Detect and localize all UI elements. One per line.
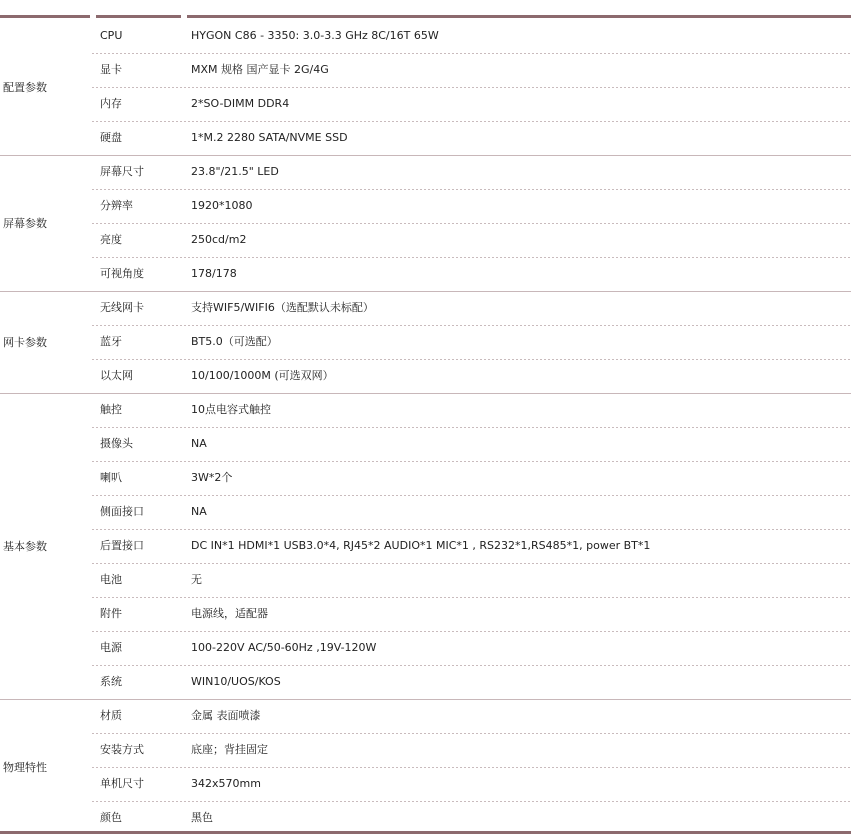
spec-row	[92, 359, 851, 393]
spec-key: 以太网	[100, 369, 133, 382]
spec-value: 金属 表面喷漆	[191, 709, 261, 722]
spec-row	[92, 563, 851, 597]
spec-value: DC IN*1 HDMI*1 USB3.0*4, RJ45*2 AUDIO*1 MIC*1 , RS232*1,RS485*1, power BT*1	[191, 539, 651, 552]
spec-value: 黑色	[191, 811, 213, 824]
spec-value: 23.8"/21.5" LED	[191, 165, 279, 178]
spec-row	[92, 427, 851, 461]
spec-row	[92, 461, 851, 495]
spec-value: 底座；背挂固定	[191, 743, 268, 756]
spec-value: 支持WIF5/WIFI6（选配默认未标配）	[191, 301, 374, 314]
group-label: 基本参数	[3, 540, 47, 553]
spec-row	[92, 393, 851, 427]
spec-key: 屏幕尺寸	[100, 165, 144, 178]
spec-row	[92, 631, 851, 665]
group-label: 屏幕参数	[3, 217, 47, 230]
spec-row	[92, 767, 851, 801]
header-rule	[187, 15, 851, 18]
spec-row	[92, 223, 851, 257]
spec-value: 无	[191, 573, 202, 586]
spec-key: 系统	[100, 675, 122, 688]
spec-value: 电源线，适配器	[191, 607, 268, 620]
spec-row	[92, 19, 851, 53]
spec-key: 蓝牙	[100, 335, 122, 348]
spec-key: 侧面接口	[100, 505, 144, 518]
spec-row	[92, 53, 851, 87]
spec-key: 无线网卡	[100, 301, 144, 314]
spec-row	[92, 291, 851, 325]
spec-row	[92, 665, 851, 699]
spec-value: 250cd/m2	[191, 233, 247, 246]
spec-row	[92, 699, 851, 733]
spec-row	[92, 801, 851, 835]
spec-key: 安装方式	[100, 743, 144, 756]
spec-key: 后置接口	[100, 539, 144, 552]
spec-key: 附件	[100, 607, 122, 620]
spec-key: 电源	[100, 641, 122, 654]
spec-key: 电池	[100, 573, 122, 586]
spec-value: 100-220V AC/50-60Hz ,19V-120W	[191, 641, 377, 654]
spec-value: 2*SO-DIMM DDR4	[191, 97, 290, 110]
spec-value: 178/178	[191, 267, 237, 280]
spec-key: 显卡	[100, 63, 122, 76]
spec-value: NA	[191, 437, 207, 450]
spec-group	[0, 699, 851, 835]
spec-value: 10/100/1000M (可选双网）	[191, 369, 334, 382]
spec-key: 亮度	[100, 233, 122, 246]
spec-key: 内存	[100, 97, 122, 110]
spec-group	[0, 393, 851, 699]
spec-value: 10点电容式触控	[191, 403, 271, 416]
spec-key: 分辨率	[100, 199, 133, 212]
spec-value: 3W*2个	[191, 471, 233, 484]
spec-group	[0, 291, 851, 393]
spec-row	[92, 495, 851, 529]
group-label: 物理特性	[3, 761, 47, 774]
spec-value: BT5.0（可选配）	[191, 335, 278, 348]
header-rule	[0, 15, 90, 18]
spec-row	[92, 121, 851, 155]
spec-group	[0, 155, 851, 291]
spec-key: 材质	[100, 709, 122, 722]
spec-value: NA	[191, 505, 207, 518]
spec-row	[92, 529, 851, 563]
spec-value: MXM 规格 国产显卡 2G/4G	[191, 63, 329, 76]
spec-key: 单机尺寸	[100, 777, 144, 790]
group-label: 配置参数	[3, 81, 47, 94]
spec-key: 喇叭	[100, 471, 122, 484]
spec-row	[92, 155, 851, 189]
spec-row	[92, 87, 851, 121]
spec-row	[92, 733, 851, 767]
spec-value: HYGON C86 - 3350: 3.0-3.3 GHz 8C/16T 65W	[191, 29, 439, 42]
spec-value: 1920*1080	[191, 199, 253, 212]
spec-key: 摄像头	[100, 437, 133, 450]
spec-row	[92, 257, 851, 291]
spec-value: WIN10/UOS/KOS	[191, 675, 281, 688]
spec-row	[92, 325, 851, 359]
spec-key: 可视角度	[100, 267, 144, 280]
bottom-rule	[0, 831, 851, 834]
spec-key: 颜色	[100, 811, 122, 824]
spec-group	[0, 19, 851, 155]
spec-key: CPU	[100, 29, 123, 42]
spec-key: 触控	[100, 403, 122, 416]
spec-row	[92, 597, 851, 631]
header-rule	[96, 15, 181, 18]
spec-key: 硬盘	[100, 131, 122, 144]
spec-row	[92, 189, 851, 223]
spec-value: 1*M.2 2280 SATA/NVME SSD	[191, 131, 348, 144]
spec-value: 342x570mm	[191, 777, 261, 790]
group-label: 网卡参数	[3, 336, 47, 349]
